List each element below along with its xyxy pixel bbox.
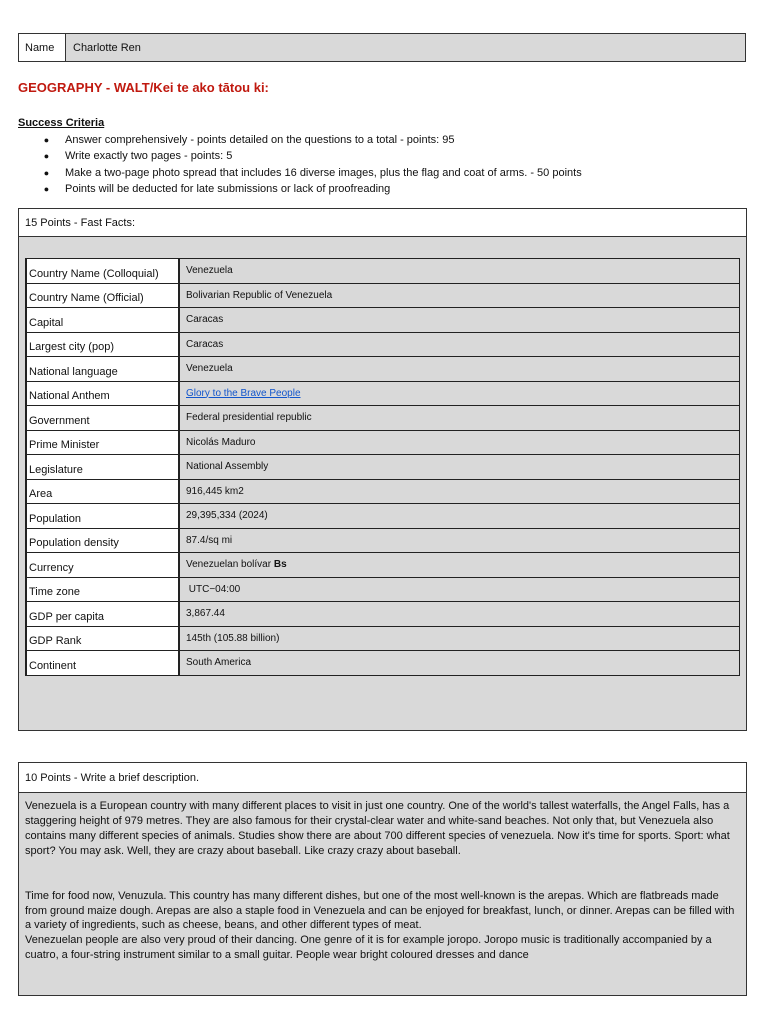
fact-label: Population density	[26, 528, 179, 553]
fact-value	[179, 381, 740, 406]
table-row	[26, 381, 740, 406]
fact-label: Continent	[26, 651, 179, 676]
page-title: GEOGRAPHY - WALT/Kei te ako tātou ki:	[18, 80, 269, 95]
fact-label: Country Name (Colloquial)	[26, 259, 179, 284]
table-row	[26, 332, 740, 357]
table-row	[26, 357, 740, 382]
fact-value[interactable]: Venezuela	[179, 357, 740, 382]
fact-label: Area	[26, 479, 179, 504]
paragraph-spacer	[25, 859, 740, 889]
fast-facts-header: 15 Points - Fast Facts:	[19, 209, 746, 237]
list-item	[18, 132, 582, 148]
table-row	[26, 528, 740, 553]
table-row	[26, 651, 740, 676]
fact-label: National Anthem	[26, 381, 179, 406]
fact-label: Largest city (pop)	[26, 332, 179, 357]
fact-label: GDP per capita	[26, 602, 179, 627]
table-row	[26, 602, 740, 627]
fact-label: Government	[26, 406, 179, 431]
success-criteria-list	[18, 132, 582, 197]
currency-symbol: Bs	[273, 559, 287, 570]
fact-value[interactable]	[179, 577, 740, 602]
description-paragraph: Time for food now, Venuzula. This country has many different dishes, but one of the most well-known is the arepas. Which are flatbreads made from ground maize dough. Arepas are also a staple food in Venezuela and can be enjoyed for breakfast, lunch, or dinner. Arepas can be filled with a variety of ingredients, such as cheese, beans, and other different types of meat.	[25, 889, 735, 932]
fact-label: Capital	[26, 308, 179, 333]
bullet-icon: ●	[43, 135, 50, 146]
fact-value[interactable]	[179, 553, 740, 578]
fact-value[interactable]: 87.4/sq mi	[179, 528, 740, 553]
fact-label: Time zone	[26, 577, 179, 602]
criteria-text: Write exactly two pages - points: 5	[65, 150, 233, 163]
success-criteria-heading: Success Criteria	[18, 117, 105, 129]
description-body[interactable]	[19, 793, 746, 963]
criteria-text: Points will be deducted for late submissions or lack of proofreading	[65, 183, 391, 196]
table-row	[26, 259, 740, 284]
name-value[interactable]: Charlotte Ren	[73, 41, 141, 54]
description-section	[18, 762, 747, 996]
fact-label: National language	[26, 357, 179, 382]
fact-value[interactable]: 3,867.44	[179, 602, 740, 627]
fact-value[interactable]: Caracas	[179, 332, 740, 357]
bullet-icon: ●	[43, 167, 50, 178]
fact-label: Country Name (Official)	[26, 283, 179, 308]
list-item	[18, 181, 582, 197]
table-row	[26, 504, 740, 529]
criteria-text: Answer comprehensively - points detailed on the questions to a total - points: 95	[65, 134, 455, 147]
fact-value[interactable]: 916,445 km2	[179, 479, 740, 504]
name-row	[18, 33, 746, 62]
table-row	[26, 626, 740, 651]
fact-value[interactable]: Nicolás Maduro	[179, 430, 740, 455]
fact-value[interactable]: South America	[179, 651, 740, 676]
table-row	[26, 430, 740, 455]
fact-value[interactable]: Venezuela	[179, 259, 740, 284]
fact-label: Currency	[26, 553, 179, 578]
fact-value[interactable]: 29,395,334 (2024)	[179, 504, 740, 529]
time-zone-value: UTC−04:00	[186, 583, 241, 595]
table-row	[26, 455, 740, 480]
fact-label: GDP Rank	[26, 626, 179, 651]
fact-value[interactable]: Caracas	[179, 308, 740, 333]
criteria-text: Make a two-page photo spread that includes 16 diverse images, plus the flag and coat of arms. - 50 points	[65, 166, 582, 179]
bullet-icon: ●	[43, 184, 50, 195]
national-anthem-link[interactable]: Glory to the Brave People	[186, 387, 301, 399]
fact-value[interactable]: 145th (105.88 billion)	[179, 626, 740, 651]
fast-facts-section	[18, 208, 747, 731]
description-paragraph: Venezuelan people are also very proud of their dancing. One genre of it is for example joropo. Joropo music is traditionally accompanied by a cuatro, a four-string instrument similar to a small guitar. People wear bright coloured dresses and dance	[25, 934, 712, 962]
fact-value[interactable]: Bolivarian Republic of Venezuela	[179, 283, 740, 308]
currency-name: Venezuelan bolívar	[186, 559, 274, 570]
bullet-icon: ●	[43, 151, 50, 162]
description-header: 10 Points - Write a brief description.	[19, 763, 746, 793]
fact-label: Legislature	[26, 455, 179, 480]
description-paragraph: Venezuela is a European country with many different places to visit in just one country. One of the world's tallest waterfalls, the Angel Falls, has a staggering height of 979 metres. They are also famous for their crystal-clear water and white-sand beaches. Not only that, but Venezuela also contains many different species of animals. Studies show there are about 700 different species of venezuela. Now it's time for sports. Sport: what sport? You may ask. Well, they are crazy about baseball. Like crazy crazy about baseball.	[25, 800, 730, 857]
table-row	[26, 479, 740, 504]
name-label: Name	[19, 34, 66, 61]
list-item	[18, 165, 582, 181]
table-row	[26, 308, 740, 333]
list-item	[18, 148, 582, 164]
fast-facts-table	[25, 258, 740, 676]
fact-label: Prime Minister	[26, 430, 179, 455]
fact-label: Population	[26, 504, 179, 529]
fact-value[interactable]: Federal presidential republic	[179, 406, 740, 431]
table-row	[26, 553, 740, 578]
table-row	[26, 577, 740, 602]
fact-value[interactable]: National Assembly	[179, 455, 740, 480]
table-row	[26, 406, 740, 431]
table-row	[26, 283, 740, 308]
